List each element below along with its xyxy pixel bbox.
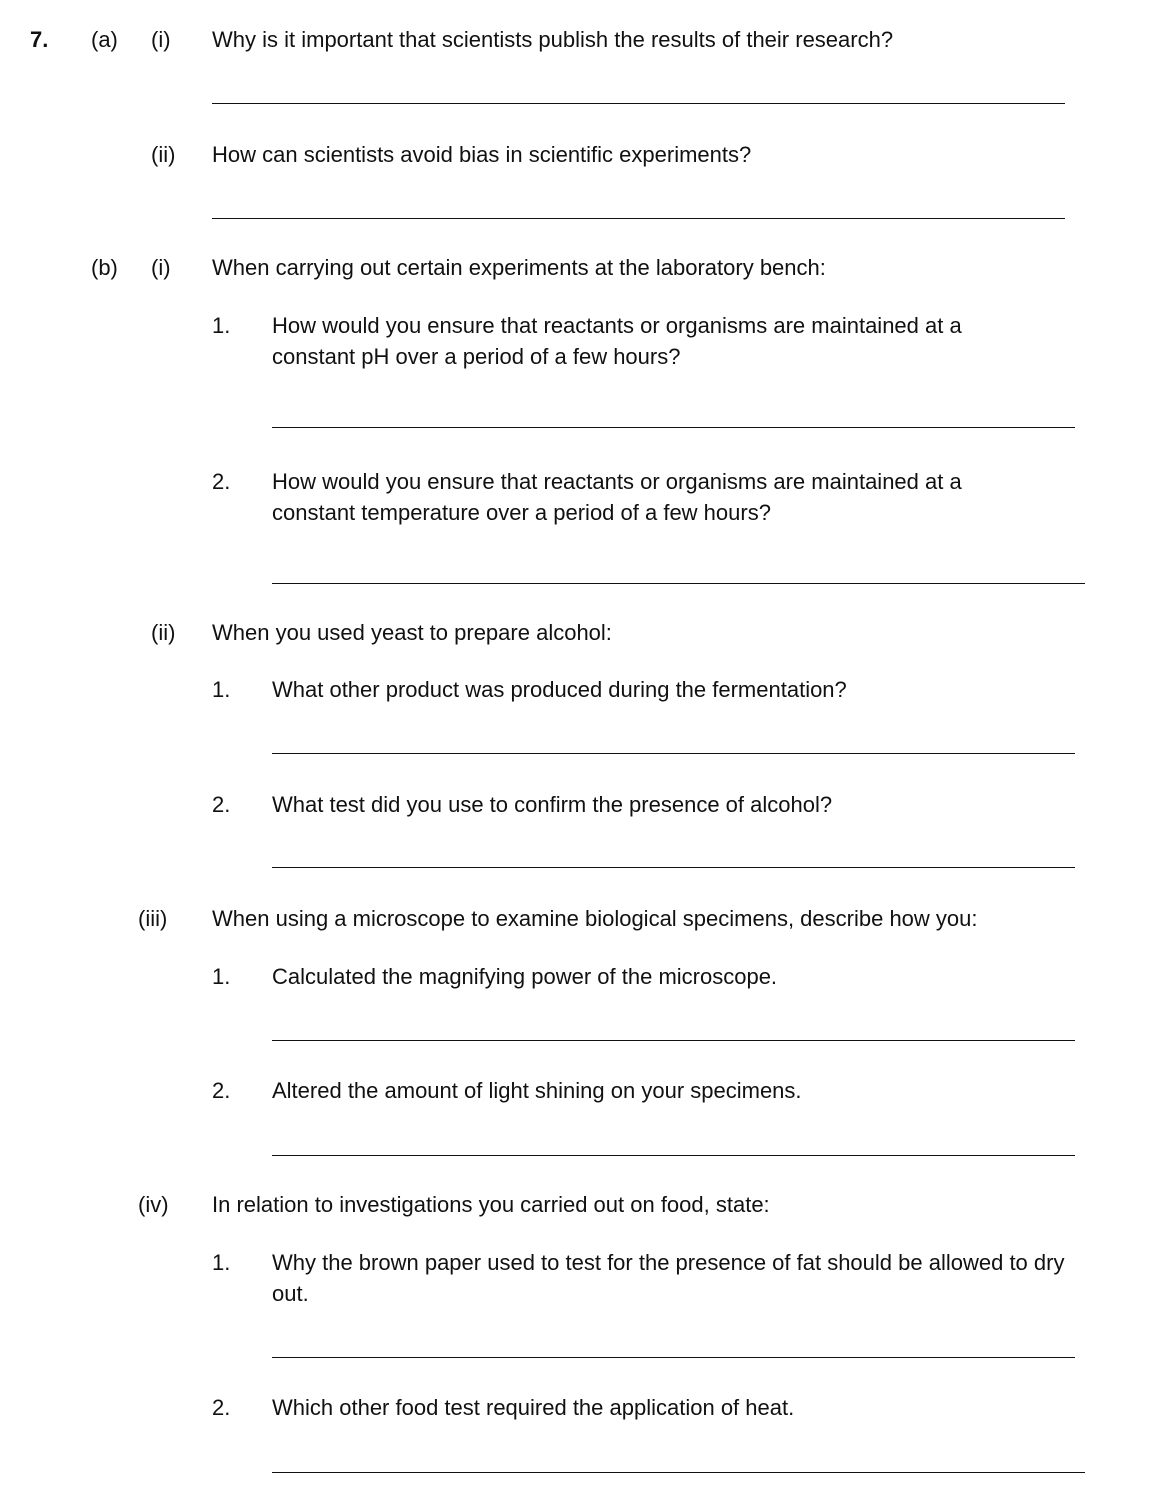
answer-line-b-iv-2[interactable] [272,1472,1085,1473]
question-number: 7. [30,27,49,52]
subpart-b-i-label: (i) [151,255,171,280]
part-b-label: (b) [91,255,118,280]
subpart-b-iii-label: (iii) [138,906,168,931]
answer-line-b-iii-1[interactable] [272,1040,1075,1041]
question-b-iv-text: In relation to investigations you carried out on food, state: [212,1192,770,1217]
question-b-iii-text: When using a microscope to examine biological specimens, describe how you: [212,906,978,931]
item-number: 2. [212,469,231,494]
item-number: 1. [212,313,231,338]
question-b-ii-2-text: What test did you use to confirm the presence of alcohol? [272,792,833,817]
question-a-ii-text: How can scientists avoid bias in scientific experiments? [212,142,752,167]
question-b-ii-text: When you used yeast to prepare alcohol: [212,620,612,645]
answer-line-b-i-1[interactable] [272,427,1075,428]
part-a-label: (a) [91,27,118,52]
subpart-a-ii-label: (ii) [151,142,176,167]
item-number: 1. [212,1250,231,1275]
question-b-i-1-text: How would you ensure that reactants or organisms are maintained at a constant pH over a period of a few hours? [272,313,962,369]
answer-line-a-ii[interactable] [212,218,1065,219]
question-b-ii-1-text: What other product was produced during the fermentation? [272,677,847,702]
question-b-iv-2-text: Which other food test required the application of heat. [272,1395,795,1420]
item-number: 2. [212,792,231,817]
answer-line-a-i[interactable] [212,103,1065,104]
item-number: 2. [212,1395,231,1420]
answer-line-b-ii-1[interactable] [272,753,1075,754]
item-number: 1. [212,677,231,702]
question-b-i-2-text: How would you ensure that reactants or organisms are maintained at a constant temperature over a period of a few hours? [272,469,962,525]
item-number: 1. [212,964,231,989]
item-number: 2. [212,1078,231,1103]
subpart-a-i-label: (i) [151,27,171,52]
answer-line-b-i-2[interactable] [272,583,1085,584]
answer-line-b-iii-2[interactable] [272,1155,1075,1156]
answer-line-b-ii-2[interactable] [272,867,1075,868]
subpart-b-ii-label: (ii) [151,620,176,645]
question-b-i-text: When carrying out certain experiments at the laboratory bench: [212,255,826,280]
question-a-i-text: Why is it important that scientists publish the results of their research? [212,27,894,52]
question-b-iii-2-text: Altered the amount of light shining on your specimens. [272,1078,802,1103]
subpart-b-iv-label: (iv) [138,1192,169,1217]
question-b-iii-1-text: Calculated the magnifying power of the microscope. [272,964,778,989]
question-b-iv-1-text: Why the brown paper used to test for the presence of fat should be allowed to dry out. [272,1250,1065,1306]
answer-line-b-iv-1[interactable] [272,1357,1075,1358]
